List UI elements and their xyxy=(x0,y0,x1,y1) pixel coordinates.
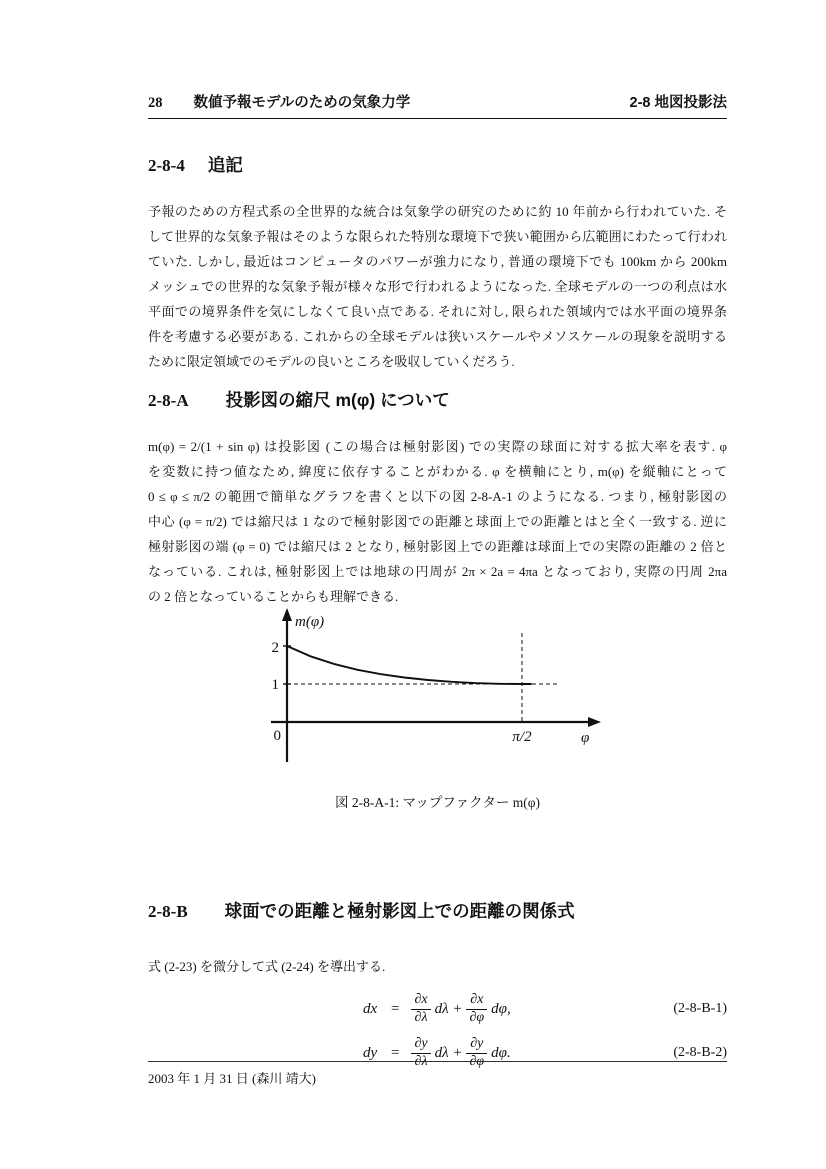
paragraph-line: 平面での境界条件を気にしなくて良い点である. それに対し, 限られた領域内では水平面の境界条 xyxy=(148,304,727,319)
y-tick-label-1: 1 xyxy=(271,677,279,693)
paragraph-line: 中心 (φ = π/2) では縮尺は 1 なので極射影図での距離と球面上での距離とはと全く一致する. 逆に xyxy=(148,514,727,529)
eq-middle-term: dλ + xyxy=(434,1044,463,1061)
fraction-denominator: ∂λ xyxy=(411,1009,430,1027)
origin-label: 0 xyxy=(273,728,281,744)
section-b-intro: 式 (2-23) を微分して式 (2-24) を導出する. xyxy=(148,959,386,974)
page-number: 28 xyxy=(148,95,163,111)
section-number: 2-8-4 xyxy=(148,156,185,175)
eq-lhs: dy xyxy=(363,1044,378,1061)
section-heading-2-8-4 xyxy=(148,152,727,177)
eq-relation: = xyxy=(391,1000,400,1017)
fraction-denominator: ∂φ xyxy=(466,1009,487,1027)
eq-fraction xyxy=(411,992,430,1027)
paragraph-line: 極射影図の端 (φ = 0) では縮尺は 2 となり, 極射影図上での距離は球面上での実際の距離の 2 倍と xyxy=(148,539,727,554)
section-title: 球面での距離と極射影図上での距離の関係式 xyxy=(224,901,575,921)
footer-date-author: 2003 年 1 月 31 日 (森川 靖大) xyxy=(148,1071,316,1086)
fraction-numerator: ∂x xyxy=(470,991,484,1007)
fraction-numerator: ∂x xyxy=(414,991,428,1007)
paragraph-line: メッシュでの世界的な気象予報が様々な形で行われるようになった. 全球モデルの一つの利点は水 xyxy=(148,279,727,294)
page-footer xyxy=(148,1061,727,1087)
x-axis-label: φ xyxy=(581,730,590,746)
map-factor-plot xyxy=(251,605,611,765)
section-number: 2-8-A xyxy=(148,391,189,410)
paragraph-2-8-4 xyxy=(148,199,727,374)
running-header xyxy=(148,91,727,119)
eq-fraction xyxy=(466,992,487,1027)
paragraph-line: ていた. しかし, 最近はコンピュータのパワーが強力になり, 普通の環境下でも 100km から 200km xyxy=(148,254,727,269)
equation-2-8-B-1 xyxy=(148,987,727,1031)
x-tick-label-pi2: π/2 xyxy=(512,729,532,745)
paragraph-line: なっている. これは, 極射影図上では地球の円周が 2π × 2a = 4πa となっており, 実際の円周 2πa xyxy=(148,564,727,579)
header-left-title: 数値予報モデルのための気象力学 xyxy=(193,95,411,111)
paragraph-line: 件を考慮する必要がある. これからの全球モデルは狭いスケールやメソスケールの現象を説明する xyxy=(148,329,727,344)
y-tick-label-2: 2 xyxy=(271,640,279,656)
section-heading-2-8-B xyxy=(148,898,727,923)
equation-number: (2-8-B-1) xyxy=(673,1001,727,1016)
paragraph-line: m(φ) = 2/(1 + sin φ) は投影図 (この場合は極射影図) での実際の球面に対する拡大率を表す. φ xyxy=(148,439,727,454)
paragraph-line: を変数に持つ値なため, 緯度に依存することがわかる. φ を横軸にとり, m(φ) を縦軸にとって xyxy=(148,464,727,479)
eq-middle-term: dλ + xyxy=(434,1000,463,1017)
section-heading-2-8-A xyxy=(148,387,727,412)
eq-lhs: dx xyxy=(363,1000,378,1017)
eq-tail-term: dφ, xyxy=(491,1000,511,1017)
section-number: 2-8-B xyxy=(148,902,188,921)
fraction-denominator: ∂λ xyxy=(411,1053,430,1071)
map-factor-curve xyxy=(287,646,531,684)
eq-tail-term: dφ. xyxy=(491,1044,511,1061)
paragraph-line: の 2 倍となっていることからも理解できる. xyxy=(148,589,399,604)
eq-relation: = xyxy=(391,1044,400,1061)
paragraph-line: 0 ≤ φ ≤ π/2 の範囲で簡単なグラフを書くと以下の図 2-8-A-1 のようになる. つまり, 極射影図の xyxy=(148,489,727,504)
fraction-numerator: ∂y xyxy=(470,1035,484,1051)
fraction-numerator: ∂y xyxy=(414,1035,428,1051)
fraction-denominator: ∂φ xyxy=(466,1053,487,1071)
y-axis-label: m(φ) xyxy=(295,614,325,630)
map-factor-figure xyxy=(251,605,611,765)
section-title: 投影図の縮尺 m(φ) について xyxy=(225,390,450,410)
equation-number: (2-8-B-2) xyxy=(673,1045,727,1060)
section-title: 追記 xyxy=(207,155,243,175)
paragraph-line: 予報のための方程式系の全世界的な統合は気象学の研究のために約 10 年前から行われていた. そ xyxy=(148,204,727,219)
x-axis-arrow-icon xyxy=(588,717,601,727)
paragraph-line: して世界的な気象予報はそのような限られた特別な環境下で狭い範囲から広範囲にわたって行われ xyxy=(148,229,727,244)
y-axis-arrow-icon xyxy=(282,608,292,621)
paragraph-line: ために限定領域でのモデルの良いところを吸収していくだろう. xyxy=(148,354,515,369)
paragraph-2-8-A xyxy=(148,434,727,609)
header-right-title: 2-8 地図投影法 xyxy=(629,95,727,111)
figure-caption: 図 2-8-A-1: マップファクター m(φ) xyxy=(334,795,541,810)
